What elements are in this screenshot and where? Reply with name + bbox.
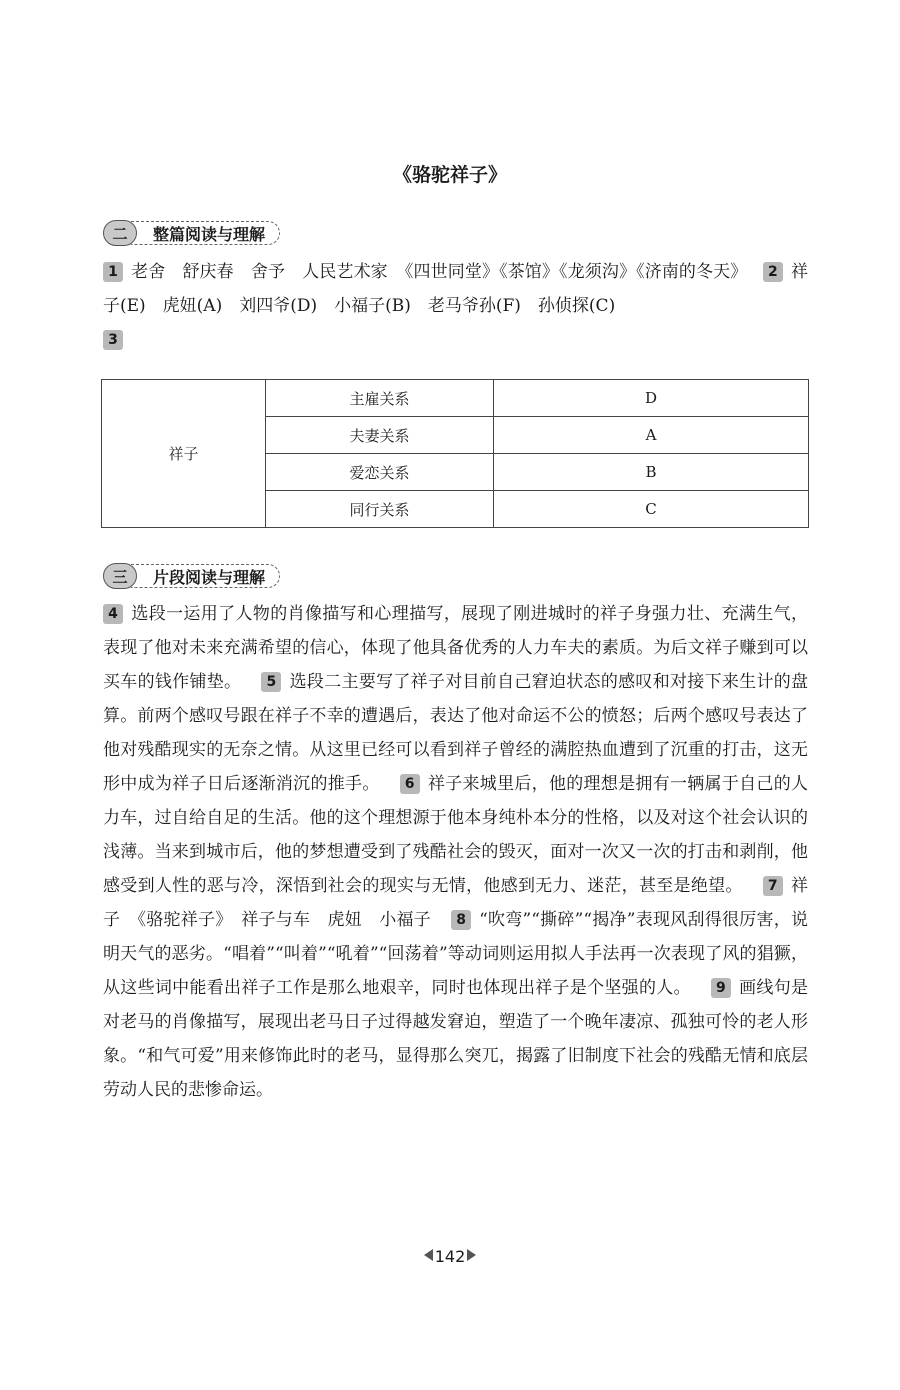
table-cell: 主雇关系 — [266, 380, 494, 417]
question-number: 3 — [103, 330, 123, 350]
section-header-2 — [103, 220, 280, 246]
answers-4-9 — [103, 597, 808, 1107]
table-cell: A — [494, 417, 809, 454]
table-cell: B — [494, 454, 809, 491]
question-number: 1 — [103, 262, 123, 282]
right-triangle-icon — [467, 1249, 476, 1261]
section-header-3 — [103, 563, 280, 589]
question-number: 7 — [763, 876, 783, 896]
question-number: 4 — [103, 604, 123, 624]
section-label: 片段阅读与理解 — [131, 564, 280, 588]
question-number: 9 — [711, 978, 731, 998]
left-triangle-icon — [424, 1249, 433, 1261]
question-number: 5 — [261, 672, 281, 692]
table-cell: C — [494, 491, 809, 528]
table-row — [102, 380, 809, 417]
table-cell: 爱恋关系 — [266, 454, 494, 491]
answer-text: 老舍 舒庆春 舍予 人民艺术家 《四世同堂》《茶馆》《龙须沟》《济南的冬天》 — [131, 262, 748, 282]
answers-1-3 — [103, 255, 808, 357]
table-cell: 祥子 — [102, 380, 266, 528]
answer-text: 祥子(E) 虎妞(A) 刘四爷(D) 小福子(B) 老马爷孙(F) 孙侦探(C) — [103, 262, 809, 316]
section-number: 二 — [103, 220, 137, 246]
question-number: 6 — [400, 774, 420, 794]
answer-text: 祥子来城里后，他的理想是拥有一辆属于自己的人力车，过自给自足的生活。他的这个理想源于他本身纯朴本分的性格，以及对这个社会认识的浅薄。当来到城市后，他的梦想遭受到了残酷社会的毁灭，面对一次又一次的打击和剥削，他感受到人性的恶与冷，深悟到社会的现实与无情，他感到无力、迷茫，甚至是绝望。 — [103, 774, 809, 896]
answer-text: 选段一运用了人物的肖像描写和心理描写，展现了刚进城时的祥子身强力壮、充满生气，表现了他对未来充满希望的信心，体现了他具备优秀的人力车夫的素质。为后文祥子赚到可以买车的钱作铺垫。 — [103, 604, 808, 692]
page-number: 142 — [0, 1247, 900, 1266]
table-cell: D — [494, 380, 809, 417]
answer-text: 选段二主要写了祥子对目前自己窘迫状态的感叹和对接下来生计的盘算。前两个感叹号跟在祥子不幸的遭遇后，表达了他对命运不公的愤怒；后两个感叹号表达了他对残酷现实的无奈之情。从这里已经可以看到祥子曾经的满腔热血遭到了沉重的打击，这无形中成为祥子日后逐渐消沉的推手。 — [103, 672, 809, 794]
section-label: 整篇阅读与理解 — [131, 221, 280, 245]
relationship-table — [101, 379, 809, 528]
answer-text: 画线句是对老马的肖像描写，展现出老马日子过得越发窘迫，塑造了一个晚年凄凉、孤独可怜的老人形象。“和气可爱”用来修饰此时的老马，显得那么突兀，揭露了旧制度下社会的残酷无情和底层劳动人民的悲惨命运。 — [103, 978, 809, 1100]
question-number: 8 — [451, 910, 471, 930]
table-cell: 同行关系 — [266, 491, 494, 528]
answer-text: 祥子 《骆驼祥子》 祥子与车 虎妞 小福子 — [103, 876, 809, 930]
answer-text: “吹弯”“撕碎”“揭净”表现风刮得很厉害，说明天气的恶劣。“唱着”“叫着”“吼着”“回荡着”等动词则运用拟人手法再一次表现了风的猖獗，从这些词中能看出祥子工作是那么地艰辛，同时也体现出祥子是个坚强的人。 — [103, 910, 809, 998]
page-title: 《骆驼祥子》 — [392, 164, 507, 186]
table-cell: 夫妻关系 — [266, 417, 494, 454]
question-number: 2 — [763, 262, 783, 282]
section-number: 三 — [103, 563, 137, 589]
